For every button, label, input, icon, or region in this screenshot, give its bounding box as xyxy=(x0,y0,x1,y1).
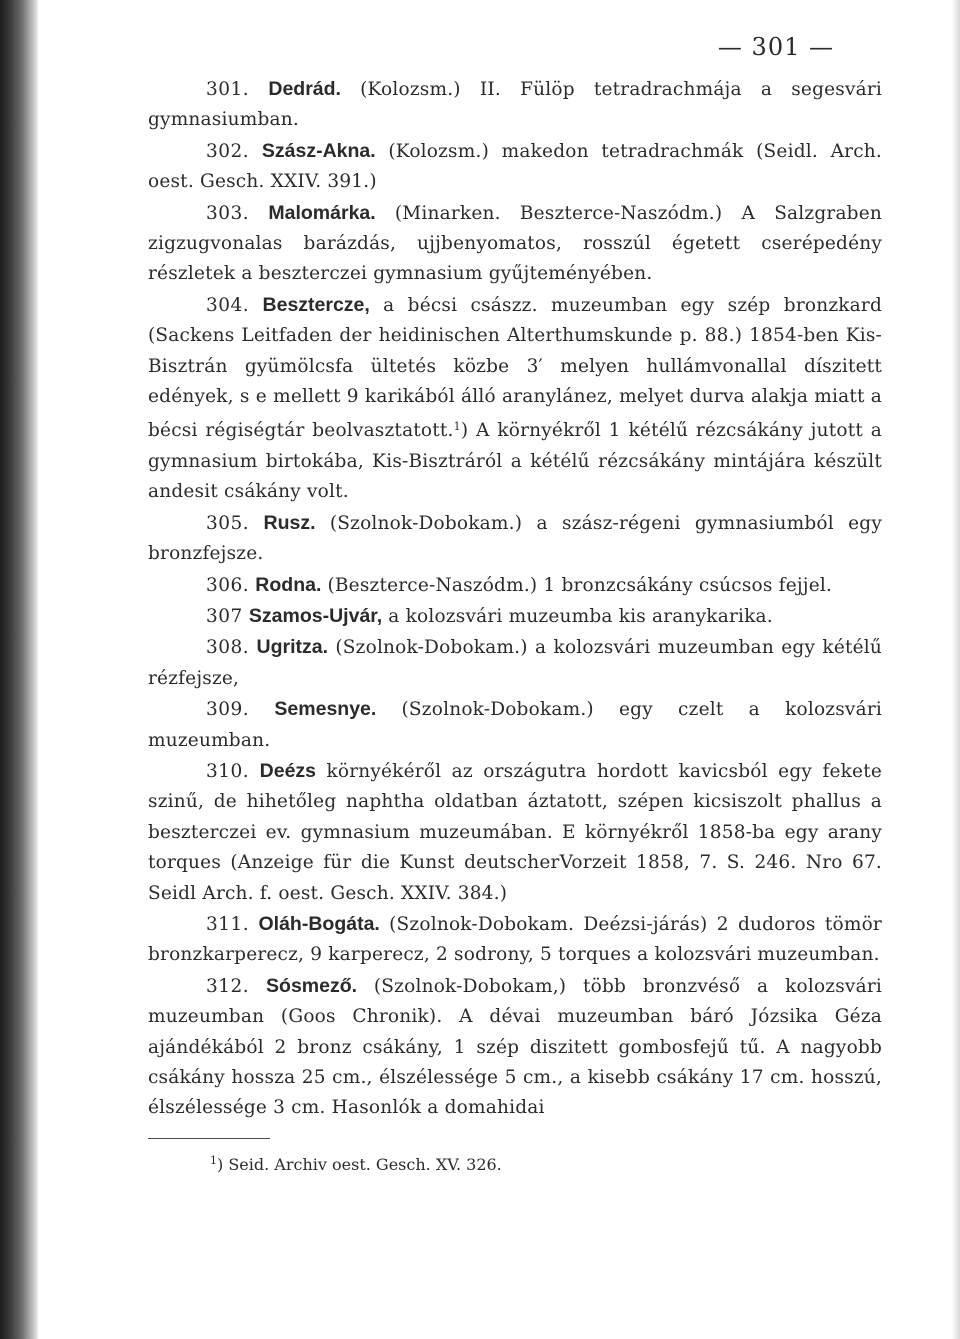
scan-right-edge xyxy=(952,0,960,1339)
footnote-text: ) Seid. Archiv oest. Gesch. XV. 326. xyxy=(217,1154,502,1174)
entry-305 xyxy=(148,508,882,570)
place-name: Szamos-Ujvár, xyxy=(248,604,383,627)
entry-number: 308. xyxy=(206,637,250,659)
entry-number: 307 xyxy=(206,605,243,627)
entry-number: 302. xyxy=(206,140,250,162)
entry-307 xyxy=(148,601,882,632)
entry-number: 303. xyxy=(206,202,250,224)
entry-301 xyxy=(148,74,882,136)
place-name: Malomárka. xyxy=(268,201,376,224)
place-name: Deézs xyxy=(259,759,317,782)
scan-binding-edge xyxy=(0,0,38,1339)
footnote-divider xyxy=(148,1138,270,1139)
entry-309 xyxy=(148,694,882,756)
entry-text: (Szolnok-Dobokam,) több bronzvéső a kolozsvári muzeumban (Goos Chronik). A dévai muzeumban báró Józsika Géza ajándékából 2 bronz csákány, 1 szép diszitett gombosfejű tű. A nagyobb csákány hossza 25 cm., élszélessége 5 cm., a kisebb csákány 17 cm. hosszú, élszélessége 3 cm. Hasonlók a domahidai xyxy=(148,975,882,1119)
place-name: Semesnye. xyxy=(274,698,377,721)
place-name: Szász-Akna. xyxy=(261,139,376,162)
entry-text: (Szolnok-Dobokam.) egy czelt a kolozsvári muzeumban. xyxy=(148,699,882,751)
entry-number: 301. xyxy=(206,79,250,100)
place-name: Dedrád. xyxy=(268,78,341,100)
entry-text: (Szolnok-Dobokam.) a szász-régeni gymnasiumból egy bronzfejsze. xyxy=(148,512,882,565)
entry-303 xyxy=(148,198,882,290)
place-name: Sósmező. xyxy=(266,974,358,997)
place-name: Oláh-Bogáta. xyxy=(258,912,380,935)
footnote-reference: 1 xyxy=(453,420,461,434)
entry-number: 305. xyxy=(206,512,250,534)
entry-text: (Beszterce-Naszódm.) 1 bronzcsákány csúcsos fejjel. xyxy=(321,574,833,596)
entry-text: (Szolnok-Dobokam.) a kolozsvári muzeumban egy kétélű rézfejsze, xyxy=(148,637,882,689)
entry-310 xyxy=(148,756,882,909)
entry-text: a bécsi császz. muzeumban egy szép bronzkard (Sackens Leitfaden der heidinischen Alterthumskunde p. 88.) 1854-ben Kis-Bisztrán gyümölcsfa ültetés közbe 3′ melyen hullámvonallal díszitett edények, s e mellett 9 karikából álló aranylánez, melyet durva alakja miatt a bécsi régiségtár beolvasztatott. xyxy=(148,294,882,442)
entry-number: 311. xyxy=(206,913,250,935)
document-page xyxy=(148,30,882,1320)
entry-306 xyxy=(148,570,882,601)
page-number: — 301 — xyxy=(717,33,834,61)
place-name: Besztercze, xyxy=(262,293,370,316)
place-name: Rusz. xyxy=(263,511,316,534)
entry-number: 312. xyxy=(206,975,250,997)
entry-text: (Kolozsm.) II. Fülöp tetradrachmája a segesvári gymnasiumban. xyxy=(148,79,882,131)
entry-text: (Minarken. Beszterce-Naszódm.) A Salzgraben zigzugvonalas barázdás, ujjbenyomatos, rosszúl égetett cserépedény részletek a beszterczei gymnasium gyűjteményében. xyxy=(148,202,882,285)
entry-number: 310. xyxy=(206,760,250,782)
entry-308 xyxy=(148,632,882,694)
footnote xyxy=(148,1149,882,1177)
entry-number: 306. xyxy=(206,574,250,596)
entry-text: környékéről az országutra hordott kavicsból egy fekete szinű, de hihetőleg naphtha oldatban áztatott, szépen kicsiszolt phallus a beszterczei ev. gymnasium muzeumában. E környékről 1858-ba egy arany torques (Anzeige für die Kunst deutscherVorzeit 1858, 7. S. 246. Nro 67. Seidl Arch. f. oest. Gesch. XXIV. 384.) xyxy=(148,760,882,904)
entry-text: (Szolnok-Dobokam. Deézsi-járás) 2 dudoros tömör bronzkarperecz, 9 karperecz, 2 sodrony, 5 torques a kolozsvári muzeumban. xyxy=(148,913,882,966)
entry-312 xyxy=(148,971,882,1124)
entry-304 xyxy=(148,290,882,508)
entry-text: (Kolozsm.) makedon tetradrachmák (Seidl. Arch. oest. Gesch. XXIV. 391.) xyxy=(148,140,882,193)
place-name: Rodna. xyxy=(255,573,322,596)
entry-number: 309. xyxy=(206,699,250,721)
entry-311 xyxy=(148,909,882,971)
entry-list xyxy=(148,74,882,1124)
entry-302 xyxy=(148,136,882,198)
entry-text-continued: ) A környékről 1 kétélű rézcsákány jutott a gymnasium birtokába, Kis-Bisztráról a kétélű rézcsákány mintájára készült andesit csákány volt. xyxy=(148,420,882,503)
place-name: Ugritza. xyxy=(256,636,329,659)
entry-text: a kolozsvári muzeumba kis aranykarika. xyxy=(382,605,773,627)
entry-number: 304. xyxy=(206,294,250,316)
footnote-mark: 1 xyxy=(210,1153,217,1167)
